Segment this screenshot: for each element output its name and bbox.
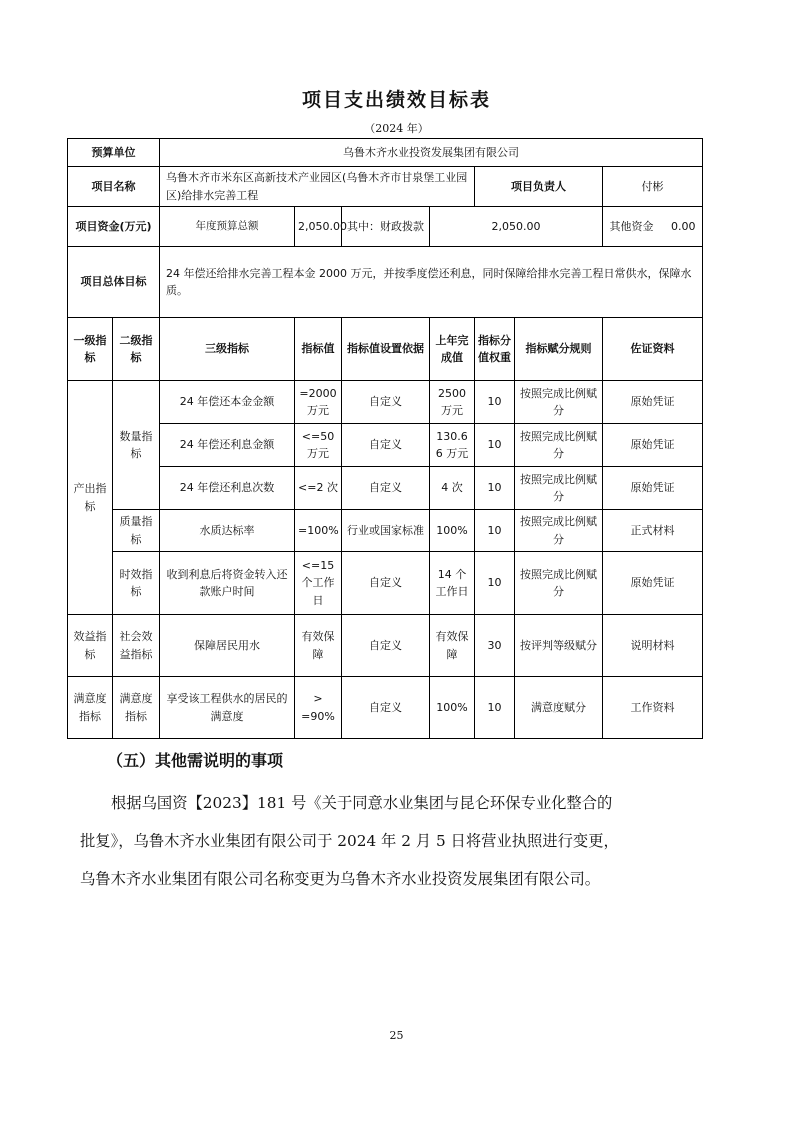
project-name-value: 乌鲁木齐市米东区高新技术产业园区(乌鲁木齐市甘泉堡工业园区)给排水完善工程 [160,167,475,207]
group-benefit: 效益指标 [68,615,113,677]
table-row [68,677,703,739]
row-last-year: 14 个工作日 [430,552,475,615]
group-satisfaction: 满意度指标 [68,677,113,739]
overall-goal-label: 项目总体目标 [68,247,160,318]
subgroup-quantity: 数量指标 [113,381,160,510]
row-rule: 按照完成比例赋分 [515,424,603,467]
subgroup-social: 社会效益指标 [113,615,160,677]
header-level1: 一级指标 [68,318,113,381]
row-weight: 10 [475,552,515,615]
row-rule: 按照完成比例赋分 [515,552,603,615]
unit-row [68,139,703,167]
row-basis: 自定义 [342,677,430,739]
row-basis: 自定义 [342,424,430,467]
row-value: =2000 万元 [295,381,342,424]
header-weight: 指标分值权重 [475,318,515,381]
row-weight: 10 [475,424,515,467]
row-weight: 30 [475,615,515,677]
subgroup-timeliness: 时效指标 [113,552,160,615]
fiscal-label: 其中：财政拨款 [342,207,430,247]
project-name-label: 项目名称 [68,167,160,207]
project-fund-label: 项目资金(万元) [68,207,160,247]
annual-budget-value: 2,050.00 [295,207,342,247]
row-evidence: 原始凭证 [603,467,703,510]
row-last-year: 有效保障 [430,615,475,677]
row-last-year: 100% [430,510,475,552]
table-row [68,615,703,677]
row-value: <=50 万元 [295,424,342,467]
row-basis: 自定义 [342,552,430,615]
row-last-year: 2500 万元 [430,381,475,424]
row-evidence: 工作资料 [603,677,703,739]
row-weight: 10 [475,381,515,424]
row-last-year: 4 次 [430,467,475,510]
header-last-year: 上年完成值 [430,318,475,381]
other-fund-label: 其他资金 [609,219,654,233]
row-evidence: 原始凭证 [603,552,703,615]
project-owner-label: 项目负责人 [475,167,603,207]
row-l3: 24 年偿还利息次数 [160,467,295,510]
row-l3: 水质达标率 [160,510,295,552]
overall-goal-row [68,247,703,318]
row-value: 有效保障 [295,615,342,677]
indicator-header-row [68,318,703,381]
subgroup-quality: 质量指标 [113,510,160,552]
header-value: 指标值 [295,318,342,381]
table-row [68,424,703,467]
row-last-year: 130.6 6 万元 [430,424,475,467]
table-row [68,510,703,552]
paragraph-line: 乌鲁木齐水业集团有限公司名称变更为乌鲁木齐水业投资发展集团有限公司。 [80,870,601,888]
header-rule: 指标赋分规则 [515,318,603,381]
page-number: 25 [389,1029,404,1042]
table-row [68,552,703,615]
row-l3: 24 年偿还本金金额 [160,381,295,424]
header-level3: 三级指标 [160,318,295,381]
row-l3: 收到利息后将资金转入还款账户时间 [160,552,295,615]
row-l3: 保障居民用水 [160,615,295,677]
section-paragraph [80,784,705,898]
performance-target-table [67,138,703,739]
group-output: 产出指标 [68,381,113,615]
project-name-row [68,167,703,207]
unit-value: 乌鲁木齐水业投资发展集团有限公司 [160,139,703,167]
row-l3: 享受该工程供水的居民的满意度 [160,677,295,739]
paragraph-line: 批复》，乌鲁木齐水业集团有限公司于 2024 年 2 月 5 日将营业执照进行变更， [80,832,619,850]
row-basis: 自定义 [342,467,430,510]
overall-goal-value: 24 年偿还给排水完善工程本金 2000 万元，并按季度偿还利息，同时保障给排水完善工程日常供水，保障水质。 [160,247,703,318]
row-value: =100% [295,510,342,552]
row-rule: 按照完成比例赋分 [515,510,603,552]
row-last-year: 100% [430,677,475,739]
row-evidence: 说明材料 [603,615,703,677]
header-evidence: 佐证资料 [603,318,703,381]
project-fund-row [68,207,703,247]
document-year: （2024 年） [364,122,429,135]
fiscal-value: 2,050.00 [430,207,603,247]
row-evidence: 正式材料 [603,510,703,552]
annual-budget-label: 年度预算总额 [160,207,295,247]
row-rule: 满意度赋分 [515,677,603,739]
row-value: > =90% [295,677,342,739]
row-evidence: 原始凭证 [603,381,703,424]
header-level2: 二级指标 [113,318,160,381]
row-weight: 10 [475,467,515,510]
unit-label: 预算单位 [68,139,160,167]
row-l3: 24 年偿还利息金额 [160,424,295,467]
row-basis: 自定义 [342,615,430,677]
project-owner-value: 付彬 [603,167,703,207]
row-weight: 10 [475,677,515,739]
section-heading: （五）其他需说明的事项 [107,751,284,770]
other-fund-cell [603,207,703,247]
other-fund-value: 0.00 [671,219,696,233]
document-title: 项目支出绩效目标表 [301,89,491,111]
row-basis: 行业或国家标准 [342,510,430,552]
row-evidence: 原始凭证 [603,424,703,467]
row-weight: 10 [475,510,515,552]
table-row [68,381,703,424]
row-rule: 按评判等级赋分 [515,615,603,677]
table-row [68,467,703,510]
row-value: <=15 个工作日 [295,552,342,615]
paragraph-line: 根据乌国资【2023】181 号《关于同意水业集团与昆仑环保专业化整合的 [111,794,613,812]
row-rule: 按照完成比例赋分 [515,381,603,424]
row-rule: 按照完成比例赋分 [515,467,603,510]
row-basis: 自定义 [342,381,430,424]
header-basis: 指标值设置依据 [342,318,430,381]
subgroup-satisfaction: 满意度指标 [113,677,160,739]
row-value: <=2 次 [295,467,342,510]
